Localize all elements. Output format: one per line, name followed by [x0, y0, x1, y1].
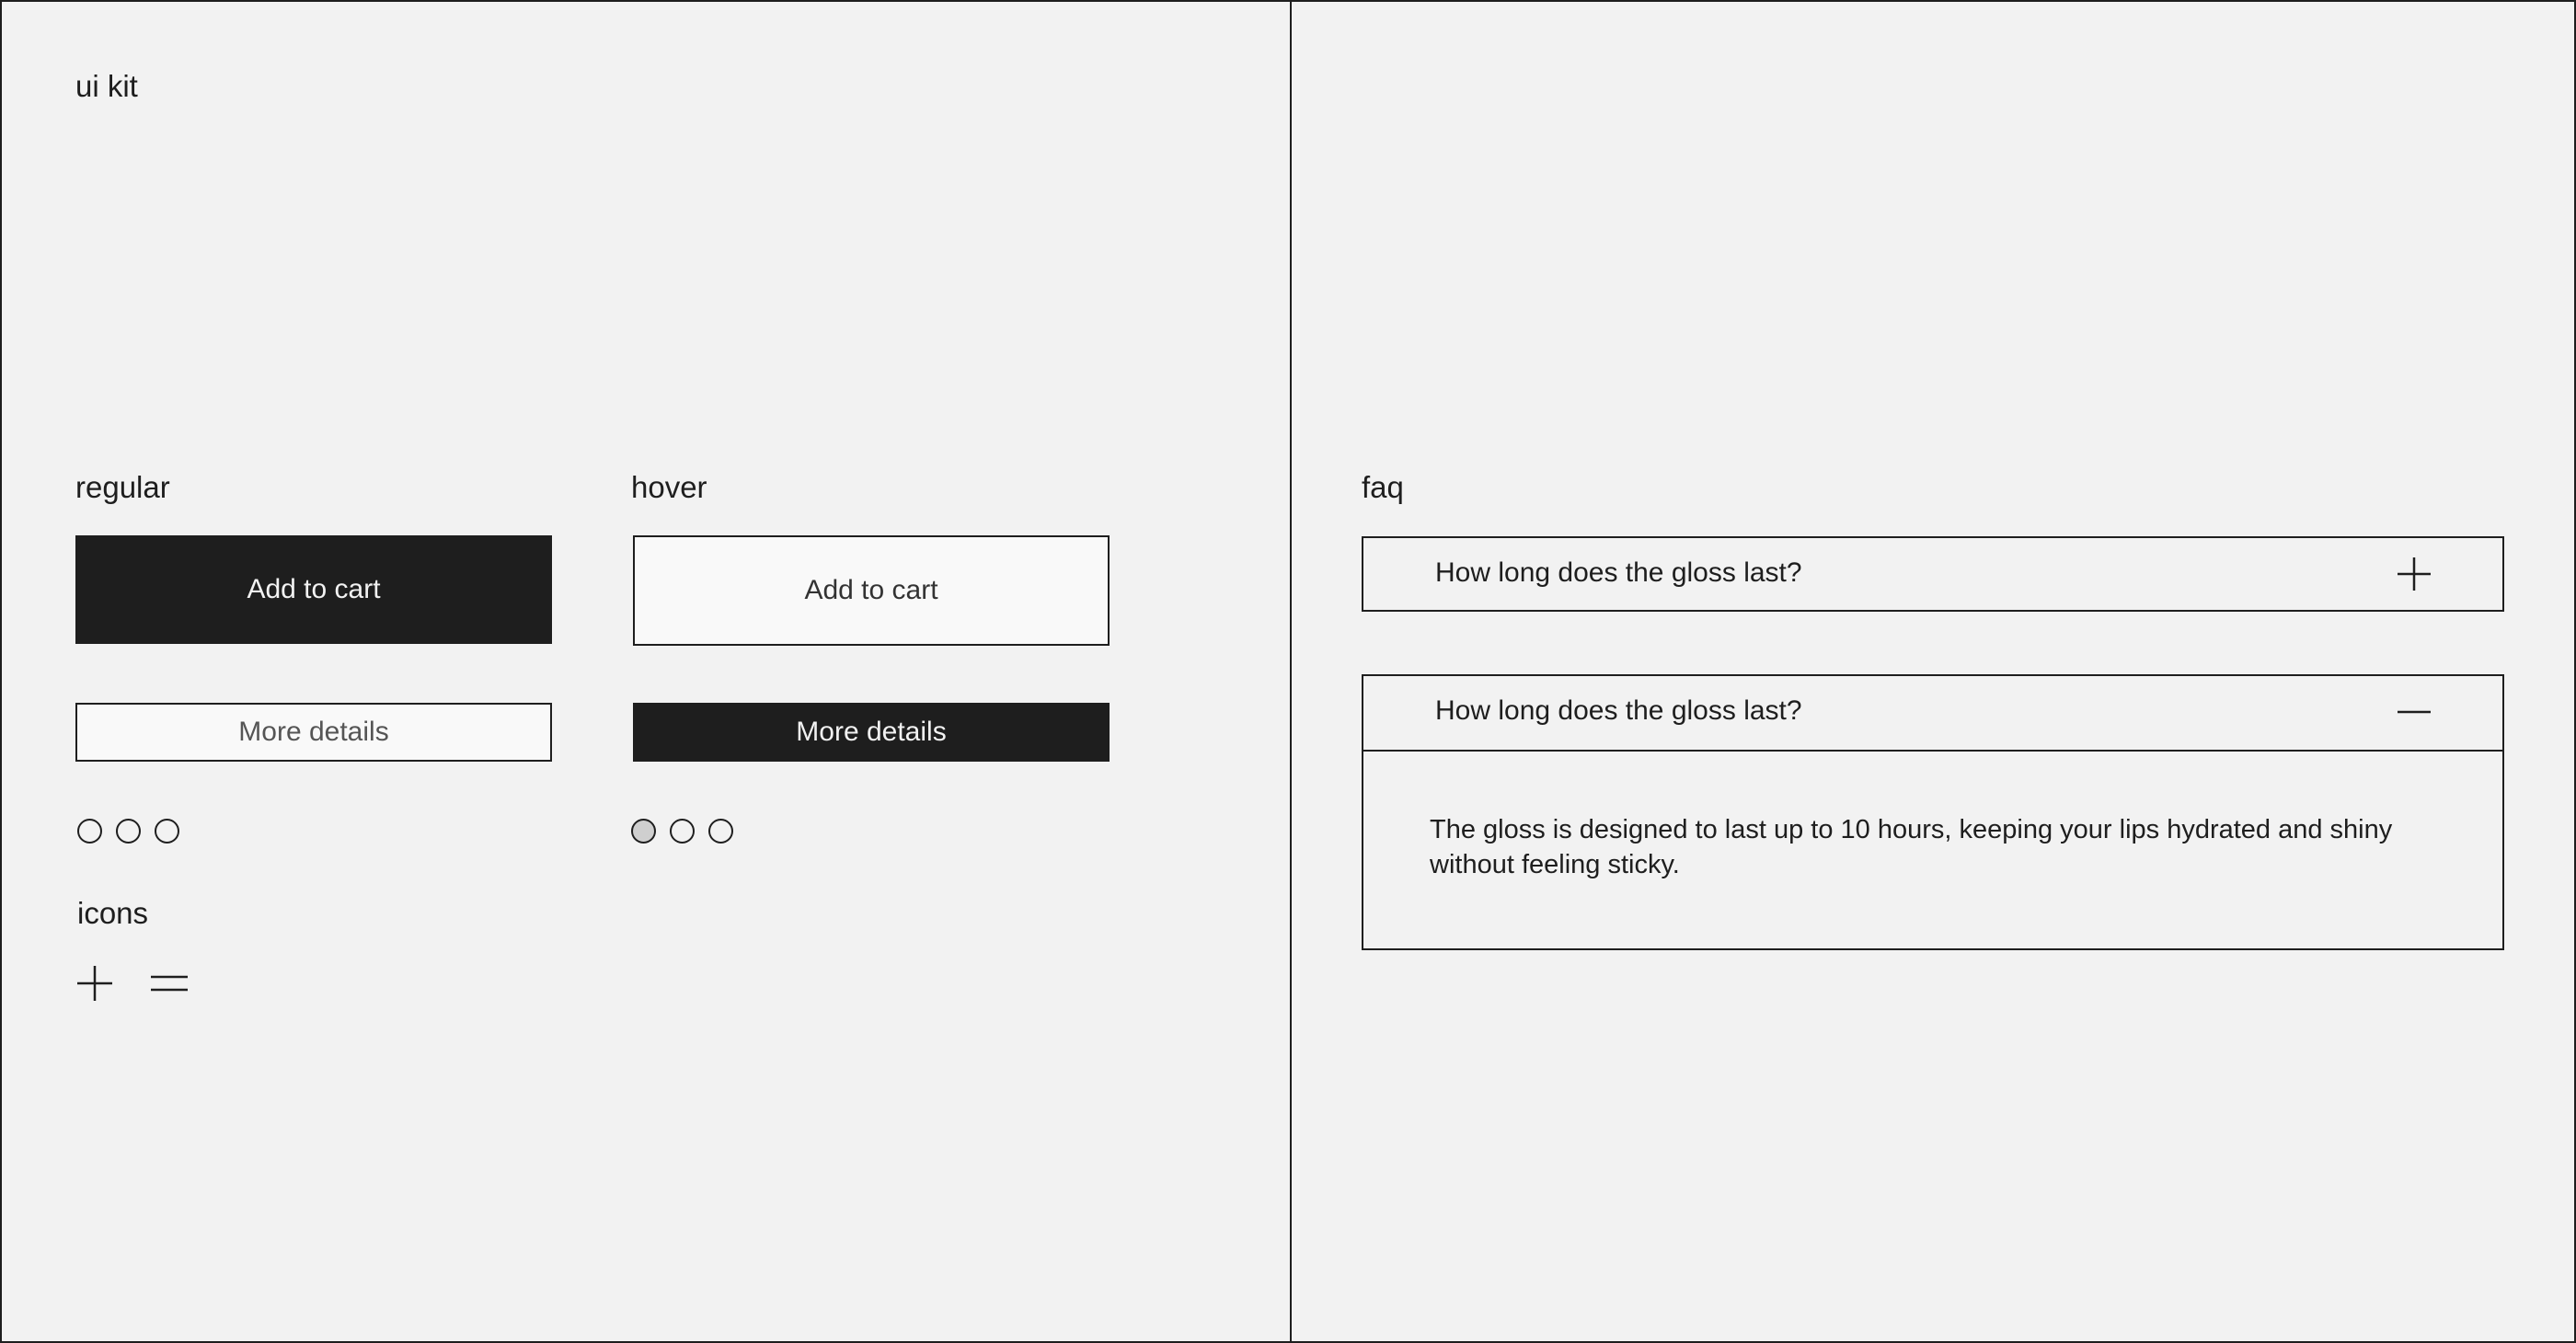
- add-to-cart-button-regular[interactable]: Add to cart: [75, 535, 552, 644]
- faq-question: How long does the gloss last?: [1435, 557, 1802, 588]
- hover-state-label: hover: [631, 470, 707, 504]
- plus-icon: [75, 964, 114, 1003]
- plus-icon[interactable]: [2396, 556, 2432, 592]
- pagination-dot-hover-1[interactable]: [631, 819, 656, 844]
- faq-item-collapsed[interactable]: [1362, 536, 2504, 612]
- regular-state-label: regular: [75, 470, 170, 504]
- pagination-dot-regular-2[interactable]: [116, 819, 141, 844]
- ui-kit-title: ui kit: [75, 69, 138, 103]
- add-to-cart-button-hover[interactable]: Add to cart: [633, 535, 1110, 646]
- panel-divider: [1290, 2, 1292, 1341]
- icons-title: icons: [77, 896, 149, 930]
- pagination-dot-hover-2[interactable]: [670, 819, 695, 844]
- faq-title: faq: [1362, 470, 1404, 504]
- equals-icon: [149, 970, 190, 997]
- faq-question: How long does the gloss last?: [1435, 695, 1802, 726]
- more-details-button-regular[interactable]: More details: [75, 703, 552, 762]
- faq-answer: The gloss is designed to last up to 10 hours, keeping your lips hydrated and shiny without feeling sticky.: [1430, 815, 2393, 879]
- pagination-dot-hover-3[interactable]: [708, 819, 733, 844]
- more-details-button-hover[interactable]: More details: [633, 703, 1110, 762]
- pagination-dot-regular-1[interactable]: [77, 819, 102, 844]
- faq-divider: [1363, 750, 2502, 752]
- minus-icon[interactable]: [2396, 694, 2432, 730]
- pagination-dot-regular-3[interactable]: [155, 819, 179, 844]
- faq-item-expanded[interactable]: [1362, 674, 2504, 950]
